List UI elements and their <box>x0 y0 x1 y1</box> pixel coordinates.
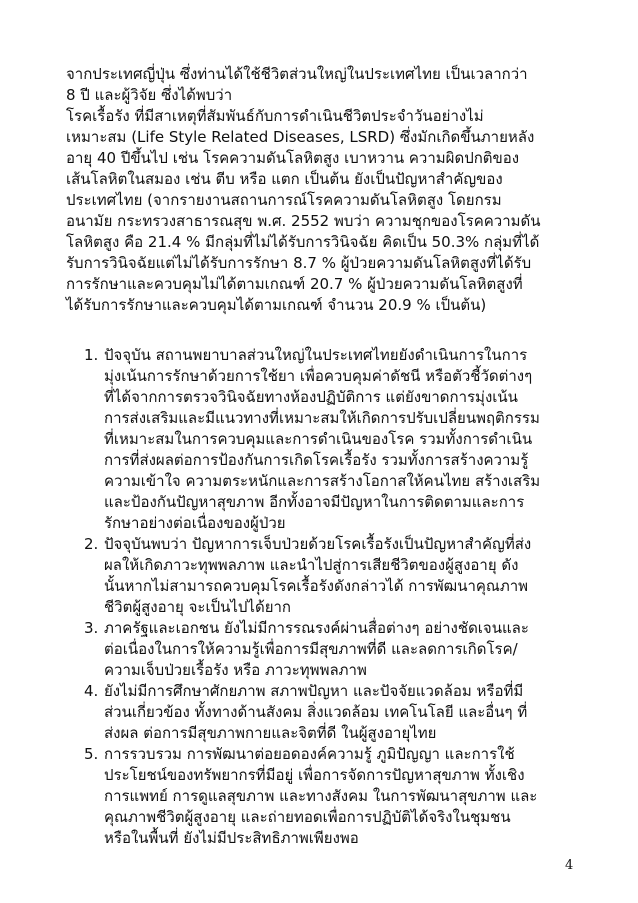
list-item-text <box>104 744 584 849</box>
list-item <box>84 345 584 534</box>
text-line: รักษาอย่างต่อเนื่องของผู้ป่วย <box>104 514 286 532</box>
page-number: 4 <box>565 858 574 873</box>
list-item-number: 5. <box>84 745 99 763</box>
list-item <box>84 681 584 744</box>
text-line: ประเทศไทย (จากรายงานสถานการณ์โรคความดันโลหิตสูง โดยกรม <box>66 191 502 209</box>
text-line: ส่งผล ต่อการมีสุขภาพกายและจิตที่ดี ในผู้สูงอายุไทย <box>104 724 437 742</box>
text-line: การรักษาและควบคุมไม่ได้ตามเกณฑ์ 20.7 % ผู้ป่วยความดันโลหิตสูงที่ <box>66 275 523 293</box>
text-line: ภาครัฐและเอกชน ยังไม่มีการรณรงค์ผ่านสื่อต่างๆ อย่างชัดเจนและ <box>104 619 529 637</box>
numbered-list <box>84 345 584 849</box>
text-line: ความเจ็บป่วยเรื้อรัง หรือ ภาวะทุพพลภาพ <box>104 661 367 679</box>
text-line: เหมาะสม (Life Style Related Diseases, LSRD) ซึ่งมักเกิดขึ้นภายหลัง <box>66 128 535 146</box>
list-item-text <box>104 534 584 618</box>
text-line: อนามัย กระทรวงสาธารณสุข พ.ศ. 2552 พบว่า ความชุกของโรคความดัน <box>66 212 541 230</box>
text-line: อายุ 40 ปีขึ้นไป เช่น โรคความดันโลหิตสูง เบาหวาน ความผิดปกติของ <box>66 149 520 167</box>
text-line: ที่ได้จากการตรวจวินิจฉัยทางห้องปฏิบัติการ แต่ยังขาดการมุ่งเน้น <box>104 388 518 406</box>
text-line: ความเข้าใจ ความตระหนักและการสร้างโอกาสให้คนไทย สร้างเสริม <box>104 472 541 490</box>
text-line: 8 ปี และผู้วิจัย ซึ่งได้พบว่า <box>66 86 233 104</box>
text-line: ยังไม่มีการศึกษาศักยภาพ สภาพปัญหา และปัจจัยแวดล้อม หรือที่มี <box>104 682 524 700</box>
text-line: ประโยชน์ของทรัพยากรที่มีอยู่ เพื่อการจัดการปัญหาสุขภาพ ทั้งเชิง <box>104 766 525 784</box>
text-line: ผลให้เกิดภาวะทุพพลภาพ และนำไปสู่การเสียชีวิตของผู้สูงอายุ ดัง <box>104 556 519 574</box>
list-item <box>84 534 584 618</box>
list-item-number: 4. <box>84 682 99 700</box>
list-item-number: 3. <box>84 619 99 637</box>
text-line: ส่วนเกี่ยวข้อง ทั้งทางด้านสังคม สิ่งแวดล้อม เทคโนโลยี และอื่นๆ ที่ <box>104 703 528 721</box>
text-line: จากประเทศญี่ปุ่น ซึ่งท่านได้ใช้ชีวิตส่วนใหญ่ในประเทศไทย เป็นเวลากว่า <box>66 65 528 83</box>
text-line: ต่อเนื่องในการให้ความรู้เพื่อการมีสุขภาพที่ดี และลดการเกิดโรค/ <box>104 640 518 658</box>
list-item <box>84 618 584 681</box>
text-line: การที่ส่งผลต่อการป้องกันการเกิดโรคเรื้อรัง รวมทั้งการสร้างความรู้ <box>104 451 529 469</box>
text-line: มุ่งเน้นการรักษาด้วยการใช้ยา เพื่อควบคุมค่าดัชนี หรือตัวชี้วัดต่างๆ <box>104 367 533 385</box>
text-line: รับการวินิจฉัยแต่ไม่ได้รับการรักษา 8.7 % ผู้ป่วยความดันโลหิตสูงที่ได้รับ <box>66 254 532 272</box>
list-item-text <box>104 618 584 681</box>
text-line: โลหิตสูง คือ 21.4 % มีกลุ่มที่ไม่ได้รับการวินิจฉัย คิดเป็น 50.3% กลุ่มที่ได้ <box>66 233 540 251</box>
list-item <box>84 744 584 849</box>
text-line: ปัจจุบันพบว่า ปัญหาการเจ็บป่วยด้วยโรคเรื้อรังเป็นปัญหาสำคัญที่ส่ง <box>104 535 532 553</box>
text-line: การส่งเสริมและมีแนวทางที่เหมาะสมให้เกิดการปรับเปลี่ยนพฤติกรรม <box>104 409 540 427</box>
main-paragraph <box>66 106 586 316</box>
text-line: ได้รับการรักษาและควบคุมได้ตามเกณฑ์ จำนวน 20.9 % เป็นต้น) <box>66 296 487 314</box>
text-line: เส้นโลหิตในสมอง เช่น ตีบ หรือ แตก เป็นต้น ยังเป็นปัญหาสำคัญของ <box>66 170 503 188</box>
intro-paragraph <box>66 64 586 106</box>
list-item-number: 1. <box>84 346 99 364</box>
list-item-text <box>104 681 584 744</box>
text-line: การรวบรวม การพัฒนาต่อยอดองค์ความรู้ ภูมิปัญญา และการใช้ <box>104 745 515 763</box>
text-line: ปัจจุบัน สถานพยาบาลส่วนใหญ่ในประเทศไทยยังดำเนินการในการ <box>104 346 528 364</box>
text-line: และป้องกันปัญหาสุขภาพ อีกทั้งอาจมีปัญหาในการติดตามและการ <box>104 493 525 511</box>
text-line: หรือในพื้นที่ ยังไม่มีประสิทธิภาพเพียงพอ <box>104 829 359 847</box>
text-line: คุณภาพชีวิตผู้สูงอายุ และถ่ายทอดเพื่อการปฏิบัติได้จริงในชุมชน <box>104 808 511 826</box>
text-line: ที่เหมาะสมในการควบคุมและการดำเนินของโรค รวมทั้งการดำเนิน <box>104 430 533 448</box>
list-item-text <box>104 345 584 534</box>
text-line: โรคเรื้อรัง ที่มีสาเหตุที่สัมพันธ์กับการดำเนินชีวิตประจำวันอย่างไม่ <box>66 107 484 125</box>
text-line: ชีวิตผู้สูงอายุ จะเป็นไปได้ยาก <box>104 598 291 616</box>
text-line: การแพทย์ การดูแลสุขภาพ และทางสังคม ในการพัฒนาสุขภาพ และ <box>104 787 538 805</box>
text-line: นั้นหากไม่สามารถควบคุมโรคเรื้อรังดังกล่าวได้ การพัฒนาคุณภาพ <box>104 577 529 595</box>
list-item-number: 2. <box>84 535 99 553</box>
